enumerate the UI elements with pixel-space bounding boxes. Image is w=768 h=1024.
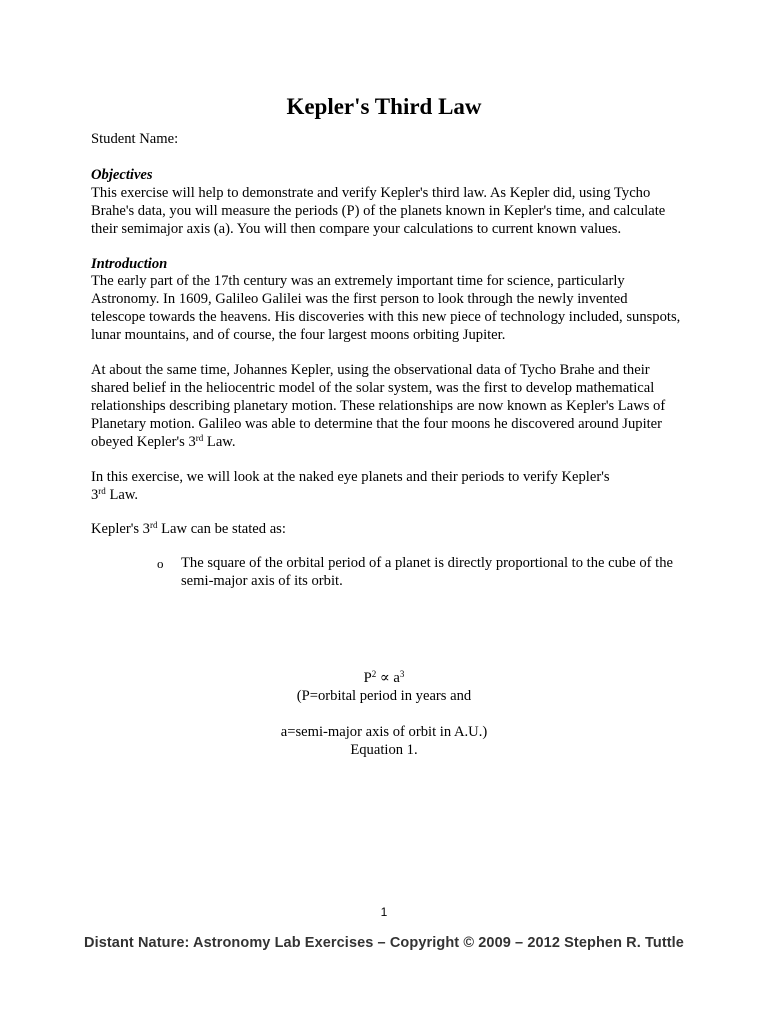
- introduction-heading: Introduction: [91, 255, 168, 272]
- document-title: Kepler's Third Law: [286, 94, 482, 119]
- objectives-text: This exercise will help to demonstrate and verify Kepler's third law. As Kepler did, using Tycho Brahe's data, you will measure the periods (P) of the planets known in Kepler's time, and calculate their semimajor axis (a). You will then compare your calculations to current known values.: [91, 184, 666, 237]
- introduction-paragraph-1: The early part of the 17th century was an extremely important time for science, particularly Astronomy. In 1609, Galileo Galilei was the first person to look through the newly invented telescope towards the heavens. His discoveries with this new piece of technology included, sunspots, lunar mountains, and of course, the four largest moons orbiting Jupiter.: [91, 273, 681, 344]
- law-statement-intro: [91, 521, 681, 539]
- equation-proportional-a: ∝ a: [376, 670, 400, 686]
- equation-block: [0, 670, 768, 760]
- paragraph-2-end: Law.: [203, 433, 236, 450]
- bullet-text: The square of the orbital period of a planet is directly proportional to the cube of the semi-major axis of its orbit.: [181, 555, 673, 590]
- law-statement-pre: Kepler's 3: [91, 521, 150, 538]
- bullet-marker: o: [157, 556, 164, 572]
- introduction-paragraph-2: [91, 362, 681, 452]
- student-name-label: Student Name:: [91, 131, 179, 147]
- equation-definition-a: a=semi-major axis of orbit in A.U.): [280, 723, 488, 740]
- objectives-heading: Objectives: [91, 166, 153, 183]
- law-bullet-item: [157, 555, 681, 591]
- equation-formula: [0, 670, 768, 688]
- paragraph-3-text: In this exercise, we will look at the naked eye planets and their periods to verify Kepler's: [91, 468, 610, 485]
- law-statement-end: Law can be stated as:: [157, 521, 286, 538]
- page-number: 1: [380, 905, 388, 919]
- paragraph-3-number: 3: [91, 486, 99, 503]
- document-body: [91, 131, 681, 591]
- ordinal-superscript: rd: [195, 432, 204, 443]
- paragraph-2-text: At about the same time, Johannes Kepler, using the observational data of Tycho Brahe and their shared belief in the heliocentric model of the solar system, was the first to develop mathematical relationships describing planetary motion. These relationships are now known as Kepler's Laws of Planetary motion. Galileo was able to determine that the four moons he discovered around Jupiter obeyed Kepler's 3: [91, 362, 666, 450]
- ordinal-superscript: rd: [98, 485, 106, 496]
- equation-definition-p: (P=orbital period in years and: [296, 687, 472, 704]
- ordinal-superscript: rd: [149, 520, 158, 531]
- introduction-paragraph-3: [91, 469, 681, 505]
- equation-p-exponent: 2: [371, 669, 377, 679]
- equation-label: Equation 1.: [350, 741, 418, 758]
- equation-a-exponent: 3: [399, 669, 405, 679]
- equation-p: P: [363, 670, 372, 686]
- footer-copyright: Distant Nature: Astronomy Lab Exercises – Copyright © 2009 – 2012 Stephen R. Tuttle: [84, 935, 684, 951]
- paragraph-3-end: Law.: [105, 486, 139, 503]
